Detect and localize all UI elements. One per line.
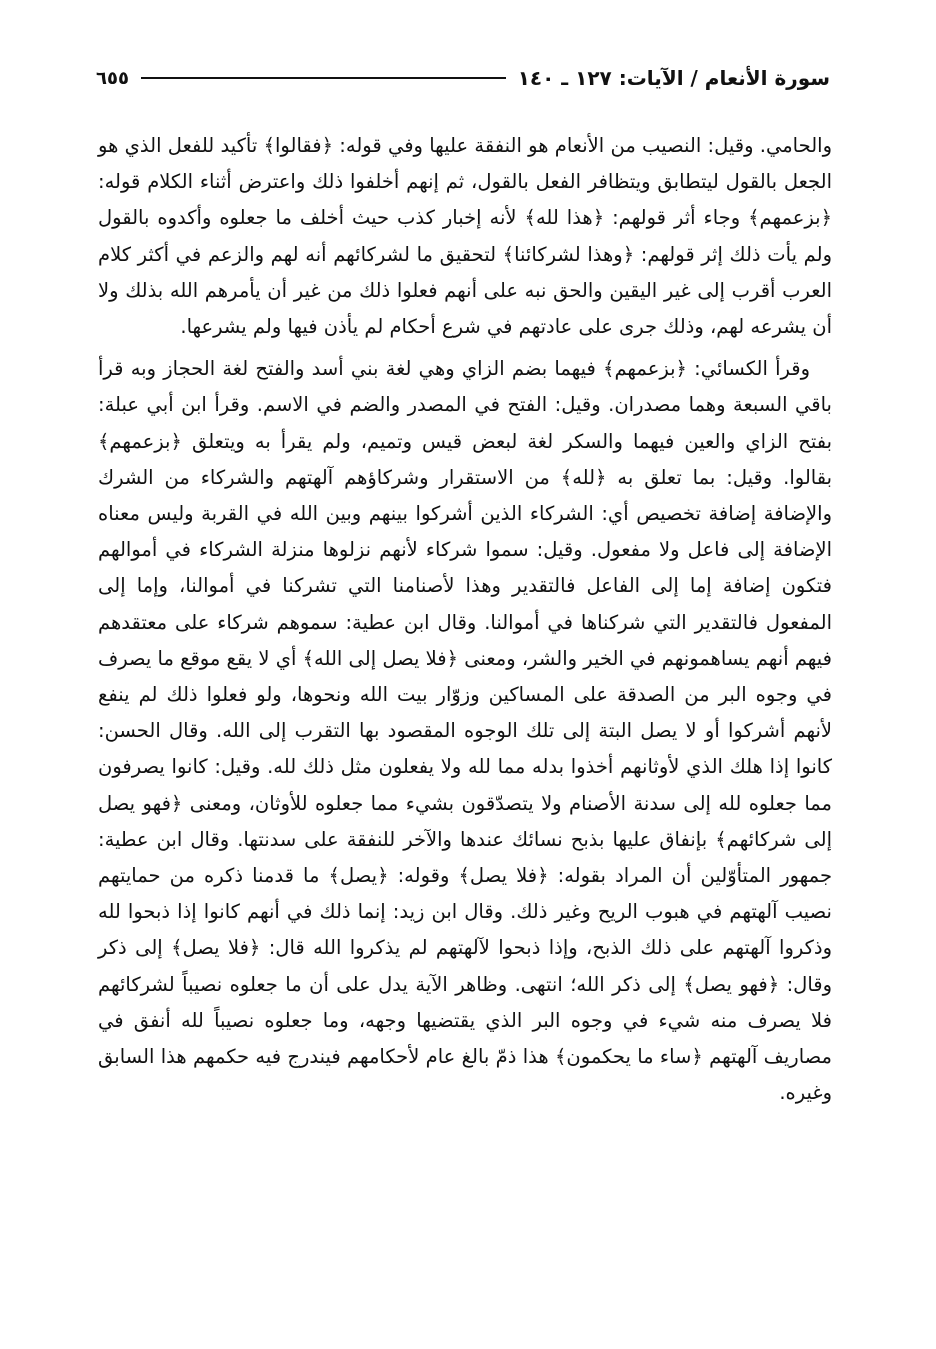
paragraph-1: والحامي. وقيل: النصيب من الأنعام هو النفقة عليها وفي قوله: ﴿فقالوا﴾ تأكيد للفعل الذي هو الجعل بالقول ليتطابق ويتظافر الفعل بالقول، ثم إنهم أخلفوا ذلك واعترض أثناء الكلام قوله: ﴿بزعمهم﴾ وجاء أثر قولهم: ﴿هذا لله﴾ لأنه إخبار كذب حيث أخلف ما جعلوه وأكدوه بالقول ولم يأت ذلك إثر قولهم: ﴿وهذا لشركائنا﴾ لتحقيق ما لشركائهم أنه لهم والزعم في أكثر كلام العرب أقرب إلى غير اليقين والحق نبه على أنهم فعلوا ذلك من غير أن يأمرهم الله بذلك ولا أن يشرعه لهم، وذلك جرى على عادتهم في شرع أحكام لم يأذن فيها ولم يشرعها. [98, 134, 832, 339]
paragraph-2: وقرأ الكسائي: ﴿بزعمهم﴾ فيهما بضم الزاي وهي لغة بني أسد والفتح لغة الحجاز وبه قرأ باقي السبعة وهما مصدران. وقيل: الفتح في المصدر والضم في الاسم. وقرأ ابن أبي عبلة: بفتح الزاي والعين فيهما والسكر لغة لبعض قيس وتميم، ولم يقرأ به ويتعلق ﴿بزعمهم﴾ بقالوا. وقيل: بما تعلق به ﴿لله﴾ من الاستقرار وشركاؤهم آلهتهم والشركاء من الشرك والإضافة إضافة تخصيص أي: الشركاء الذين أشركوا بينهم وبين الله في القربة وليس معناه الإضافة إلى فاعل ولا مفعول. وقيل: سموا شركاء لأنهم نزلوها منزلة الشركاء في أموالهم فتكون إضافة إما إلى الفاعل فالتقدير وهذا لأصنامنا التي تشركنا في أموالنا، وإما إلى المفعول فالتقدير التي شركناها في أموالنا. وقال ابن عطية: سموهم شركاء على معتقدهم فيهم أنهم يساهمونهم في الخير والشر، ومعنى ﴿فلا يصل إلى الله﴾ أي لا يقع موقع ما يصرف في وجوه البر من الصدقة على المساكين وزوّار بيت الله ونحوها، ولو فعلوا ذلك لم ينفع لأنهم أشركوا أو لا يصل البتة إلى تلك الوجوه المقصود بها التقرب إلى الله. وقال الحسن: كانوا إذا هلك الذي لأوثانهم أخذوا بدله مما لله ولا يفعلون مثل ذلك لله. وقيل: كانوا يصرفون مما جعلوه لله إلى سدنة الأصنام ولا يتصدّقون بشيء مما جعلوه للأوثان، ومعنى ﴿فهو يصل إلى شركائهم﴾ بإنفاق عليها بذبح نسائك عندها والآخر للنفقة على سدنتها. وقال ابن عطية: جمهور المتأوّلين أن المراد بقوله: ﴿فلا يصل﴾ وقوله: ﴿يصل﴾ ما قدمنا ذكره من حمايتهم نصيب آلهتهم في هبوب الريح وغير ذلك. وقال ابن زيد: إنما ذلك في أنهم كانوا إذا ذبحوا لله وذكروا آلهتهم على ذلك الذبح، وإذا ذبحوا لآلهتهم لم يذكروا الله قال: ﴿فلا يصل﴾ إلى ذكر وقال: ﴿فهو يصل﴾ إلى ذكر الله؛ انتهى. وظاهر الآية يدل على أن ما جعلوه نصيباً لشركائهم فلا يصرف منه شيء في وجوه البر الذي يقتضيها وجهه، وما جعلوه نصيباً لله أنفق في مصاريف آلهتهم ﴿ساء ما يحكمون﴾ هذا ذمّ بالغ عام لأحكامهم فيندرج فيه حكمهم هذا السابق وغيره. [98, 357, 832, 1105]
header-title: سورة الأنعام / الآيات: ١٢٧ ـ ١٤٠ [517, 66, 830, 90]
running-header [96, 60, 830, 96]
page-number: ٦٥٥ [96, 67, 129, 89]
body-text [98, 128, 832, 1111]
header-rule [141, 77, 506, 79]
